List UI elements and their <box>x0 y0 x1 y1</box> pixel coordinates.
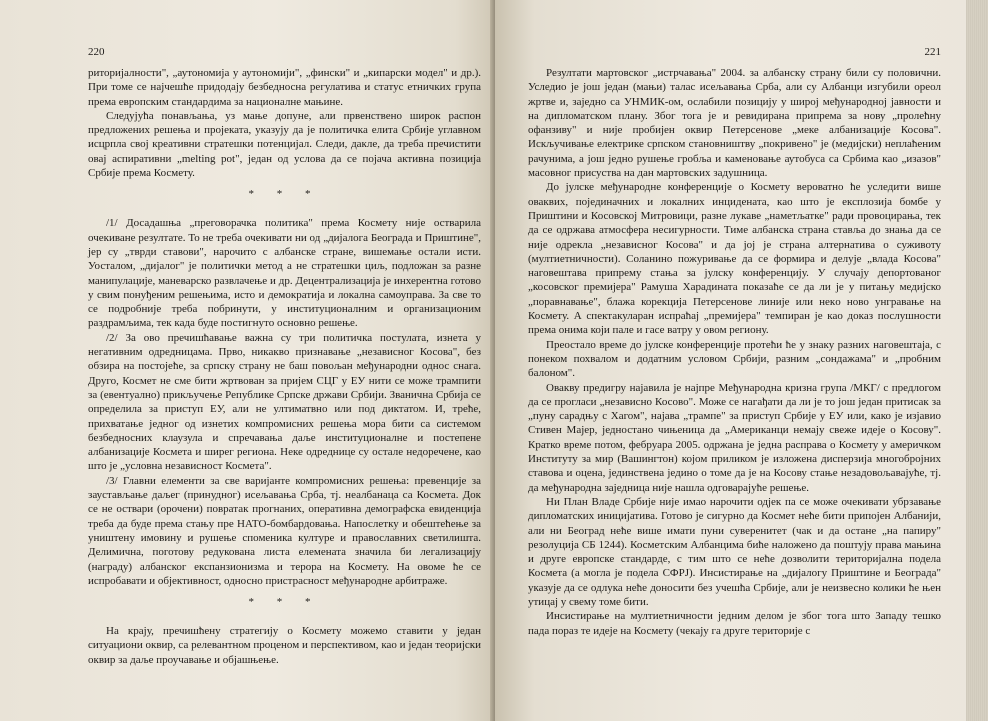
paragraph: Преостало време до јулске конференције протећи ће у знаку разних наговештаја, с понеком похвалом и додатним условом Србији, разним „сондажама" и „пробним балоном". <box>528 338 941 380</box>
paragraph: Овакву предигру најавила је најпре Међународна кризна група /МКГ/ с предлогом да се прогласи „независно Косово". Може се нагађати да ли је то још један притисак за „пуну сарадњу с Хагом", најава „трампе" за приступ Србије у ЕУ или, како је изјавио Стивен Мајер, једностано чињеница да „Американци немају свеже идеје о Косову". Кратко време потом, фебруара 2005. одржана је једна расправа о Космету у америчком Институту за мир (Вашингтон) којом приликом је изложена дисперзија многобројних ставова и оцена, јединствена једино о томе да је на Косову стање незадовољавајуће, тј. да међународна заједница није нашла одговарајуће решење. <box>528 381 941 494</box>
spacer <box>88 206 481 216</box>
paragraph: /3/ Главни елементи за све варијанте компромисних решења: превенције за заустављање даљег (принудног) исељавања Срба, тј. неалбанаца са Космета. Док се не оствари (орочени) повратак прогнаних, оперативна демографска евиденција треба да буде према стању пре НАТО-бомбардовања. Напослетку и обештећење за уништену имовину и рушење споменика културе и православних светилишта. Делимична, поготову редукована листа елемената значила би легализацију (награду) албанског експанзионизма и терора на Космету. На овоме ће се испробавати и објективност, односно пристрасност међународне арбитраже. <box>88 474 481 587</box>
paragraph: /1/ Досадашња „преговорачка политика" према Космету није остварила очекиване резултате. То не треба очекивати ни од „дијалога Београда и Приштине", јер су „тврди ставови", нарочито с албанске стране, вишемање остали исти. Уосталом, „дијалог" је политички метод а не стратешки циљ, подложан за разне манипулације, маневарско развлачење и др. Децентрализација је инхерентна готово у свим понуђеним решењима, исто и демократија и локална самоуправа. За све то се подробније треба побринути, у институционалним и организационим раздрамљима, тек када буде постигнуто основно решење. <box>88 217 481 330</box>
spacer <box>88 614 481 624</box>
section-separator: * * * <box>248 188 321 201</box>
right-page <box>495 0 988 721</box>
page-number: 220 <box>88 46 105 58</box>
page-edges <box>966 0 988 721</box>
page-number: 221 <box>924 46 941 58</box>
paragraph: риторијалности", „аутономија у аутономији", „фински" и „кипарски модел" и др.). При томе се најчешће придодају безбедносна регулатива и статус етничких група према европским стандардима за националне мањине. <box>88 67 481 108</box>
paragraph: Резултати мартовског „истрчавања" 2004. за албанску страну били су половични. Уследио је још један (мањи) талас исељавања Срба, али су Албанци изгубили ореол жртве и, заједно са УНМИК-ом, ослабили позицију у широј међународној јавности и на дипломатском плану. Због тога је и ревидирана припрема за нову „пролећну офанзиву" и није пробијен оквир Петерсенове „меке албанизације Косова". Искључивање електрике српском становништву „покривено" је (медијски) неплаћеним рачунима, а још једно рушење гробља и каменовање аутобуса са Србима као „изазов" масовног присуства на дан мартовских задушница. <box>528 67 941 180</box>
right-page-body <box>528 66 941 638</box>
left-page-body <box>88 66 481 667</box>
paragraph: /2/ За ово пречишћавање важна су три политичка постулата, изнета у негативним одредницама. Прво, никакво признавање „независног Косова", без обзира на постојеће, за српску страну не баш повољан међународни однос снага. Друго, Космет не сме бити жртвован за пријем СЦГ у ЕУ нити се може трампити за (евентуално) прикључење Републике Српске држави Србији. Званична Србија се определила за приступ ЕУ, али не ултиматвно или под диктатом. И, треће, прихватање једног од изнетих компромисних решења мора бити са системом безбедносних клаузула и спречавања даље институционалне и постепене албанизације Космета и ширег региона. Неке одреднице су остале недоречене, као што је „условна независност Космета". <box>88 331 481 473</box>
paragraph: Инсистирање на мултиетничности једним делом је због тога што Западу тешко пада пораз те идеје на Космету (чекају га друге територије с <box>528 610 941 637</box>
section-separator: * * * <box>248 596 321 609</box>
paragraph: Ни План Владе Србије није имао нарочити одјек па се може очекивати убрзавање дипломатских иницијатива. Готово је сигурно да Космет неће бити припојен Албанији, али ни Београд неће више имати пуни суверенитет (чак и да остане „на папиру" резолуција СБ 1244). Косметским Албанцима биће наложено да поштују права мањина и друге европске стандарде, с тим што се неће дозволити територијална подела Космета (а могла је подела СФРЈ). Инсистирање на „дијалогу Приштине и Београда" указује да се одлука неће доносити без учешћа Србије, али је неизвесно колики ће њен утицај у свему томе бити. <box>528 495 941 608</box>
paragraph: На крају, пречишћену стратегију о Космету можемо ставити у један ситуациони оквир, са релевантном проценом и перспективом, као и један теоријски оквир за даље проучавање и објашњење. <box>88 625 481 666</box>
paragraph: До јулске међународне конференције о Космету вероватно ће уследити више оваквих, појединачних и локалних инцидената, као што је експлозија бомбе у Приштини и Косовској Митровици, разне лукаве „наметљатке" ради провоцирања, тек да се одржава атмосфера несигурности. Тиме албанска страна ставља до знања да се није одрекла „независног Косова" и да јој је страна алтернатива о суживоту (мултиетничности). Соланино пожуривање да се формира и делује „влада Косова" наговештава припрему стања за јулску конференцију. У случају депортованог „косовског премијера" Рамуша Харадината показаће се да ли је у питању медијско „поравнавање", блажа корекција Петерсенове линије или некo ново унгравање на Космету. А спектакуларан испраћај „премијера" темпиран је као доказ послушности према онима који пале и гасе ватру у овом региону. <box>528 181 941 337</box>
paragraph: Следујућа понављања, уз мање допуне, али првенствено широк распон предложених решења и пројеката, указују да је политичка елита Србије углавном исцрпла свој креативни стратешки потенцијал. Следи, дакле, да треба пречистити овај аспиративни „melting pot", један од услова да се појача активна позиција Србије према Космету. <box>88 109 481 180</box>
